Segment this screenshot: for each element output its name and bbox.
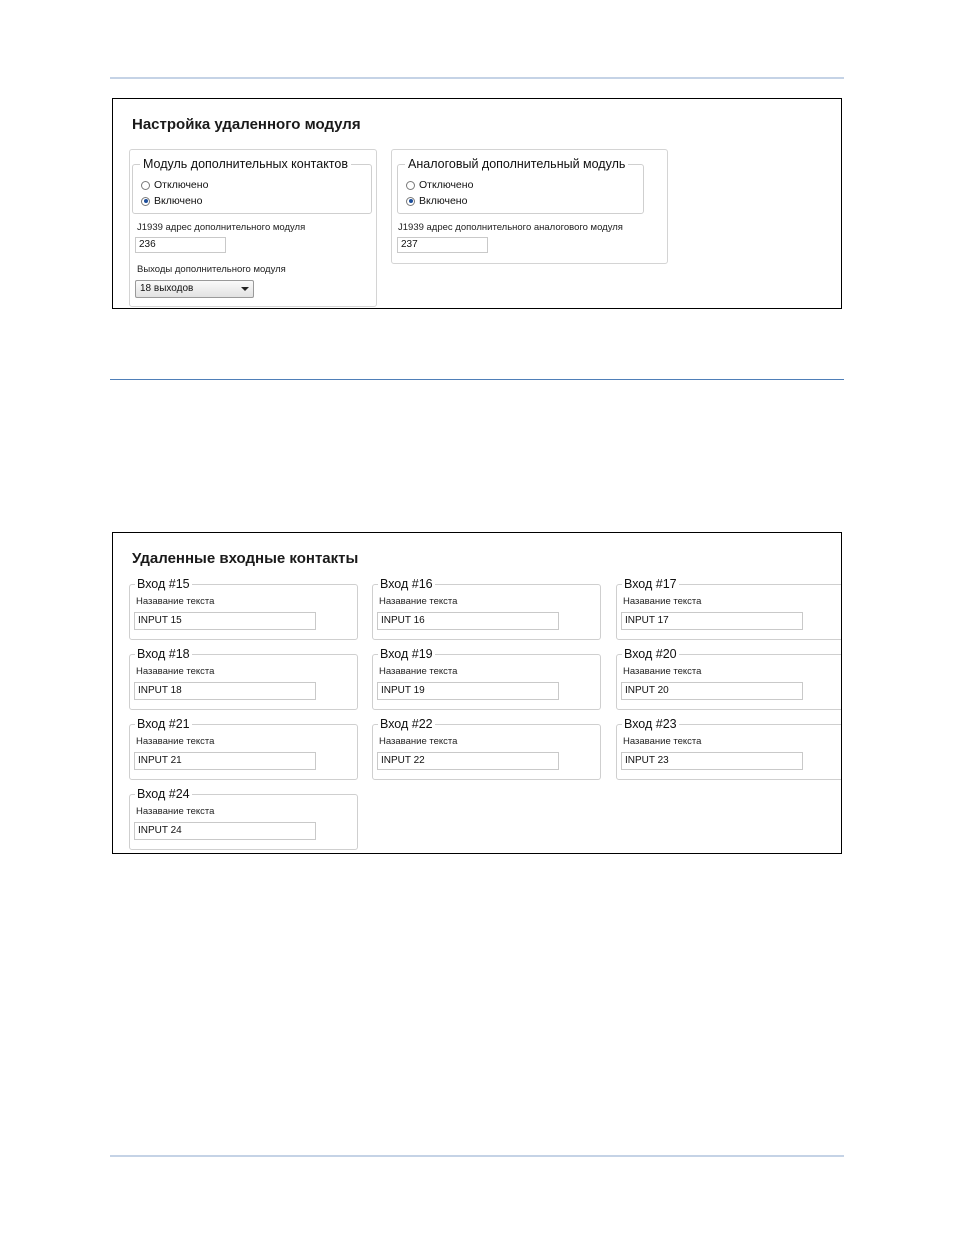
footer-rule <box>110 1155 844 1157</box>
input-name-field[interactable]: INPUT 16 <box>377 612 559 630</box>
input-19-group <box>372 647 601 710</box>
input-18-group <box>129 647 358 710</box>
remote-module-settings-panel <box>112 98 842 309</box>
input-legend: Вход #21 <box>137 717 190 731</box>
input-label: Назавание текста <box>136 596 215 607</box>
remote-inputs-panel <box>112 532 842 854</box>
input-label: Назавание текста <box>136 736 215 747</box>
input-name-field[interactable]: INPUT 20 <box>621 682 803 700</box>
input-24-group <box>129 787 358 850</box>
input-20-group <box>616 647 842 710</box>
input-label: Назавание текста <box>136 666 215 677</box>
input-name-field[interactable]: INPUT 23 <box>621 752 803 770</box>
input-name-field[interactable]: INPUT 17 <box>621 612 803 630</box>
input-23-group <box>616 717 842 780</box>
input-label: Назавание текста <box>379 736 458 747</box>
input-label: Назавание текста <box>623 666 702 677</box>
radio-on-icon[interactable] <box>141 197 150 206</box>
analog-address-label: J1939 адрес дополнительного аналогового модуля <box>398 222 623 233</box>
input-legend: Вход #18 <box>137 647 190 661</box>
input-legend: Вход #17 <box>624 577 677 591</box>
input-label: Назавание текста <box>623 736 702 747</box>
input-legend: Вход #15 <box>137 577 190 591</box>
input-legend: Вход #22 <box>380 717 433 731</box>
input-label: Назавание текста <box>379 666 458 677</box>
input-label: Назавание текста <box>623 596 702 607</box>
panel-title: Удаленные входные контакты <box>132 550 359 567</box>
contact-outputs-label: Выходы дополнительного модуля <box>137 264 286 275</box>
input-name-field[interactable]: INPUT 22 <box>377 752 559 770</box>
chevron-down-icon <box>241 287 249 291</box>
input-17-group <box>616 577 842 640</box>
analog-module-legend: Аналоговый дополнительный модуль <box>405 156 628 172</box>
analog-module-on-option[interactable]: Включено <box>406 194 467 208</box>
input-label: Назавание текста <box>379 596 458 607</box>
input-16-group <box>372 577 601 640</box>
input-22-group <box>372 717 601 780</box>
radio-off-icon[interactable] <box>141 181 150 190</box>
input-15-group <box>129 577 358 640</box>
input-name-field[interactable]: INPUT 18 <box>134 682 316 700</box>
input-legend: Вход #19 <box>380 647 433 661</box>
analog-module-group <box>391 149 668 264</box>
panel-title: Настройка удаленного модуля <box>132 116 361 133</box>
input-label: Назавание текста <box>136 806 215 817</box>
input-name-field[interactable]: INPUT 15 <box>134 612 316 630</box>
analog-address-input[interactable]: 237 <box>397 237 488 253</box>
input-legend: Вход #16 <box>380 577 433 591</box>
contact-module-on-option[interactable]: Включено <box>141 194 202 208</box>
contact-address-input[interactable]: 236 <box>135 237 226 253</box>
input-21-group <box>129 717 358 780</box>
section-rule <box>110 379 844 380</box>
header-rule <box>110 77 844 79</box>
input-legend: Вход #23 <box>624 717 677 731</box>
analog-module-off-option[interactable]: Отключено <box>406 178 473 192</box>
input-name-field[interactable]: INPUT 24 <box>134 822 316 840</box>
radio-on-icon[interactable] <box>406 197 415 206</box>
input-legend: Вход #24 <box>137 787 190 801</box>
contact-module-off-option[interactable]: Отключено <box>141 178 208 192</box>
input-legend: Вход #20 <box>624 647 677 661</box>
radio-off-icon[interactable] <box>406 181 415 190</box>
analog-module-fieldset <box>397 157 644 214</box>
contact-address-label: J1939 адрес дополнительного модуля <box>137 222 306 233</box>
contact-outputs-select[interactable]: 18 выходов <box>135 280 254 298</box>
contact-module-fieldset <box>132 157 372 214</box>
contact-module-legend: Модуль дополнительных контактов <box>140 156 351 172</box>
input-name-field[interactable]: INPUT 21 <box>134 752 316 770</box>
input-name-field[interactable]: INPUT 19 <box>377 682 559 700</box>
contact-module-group <box>129 149 377 307</box>
